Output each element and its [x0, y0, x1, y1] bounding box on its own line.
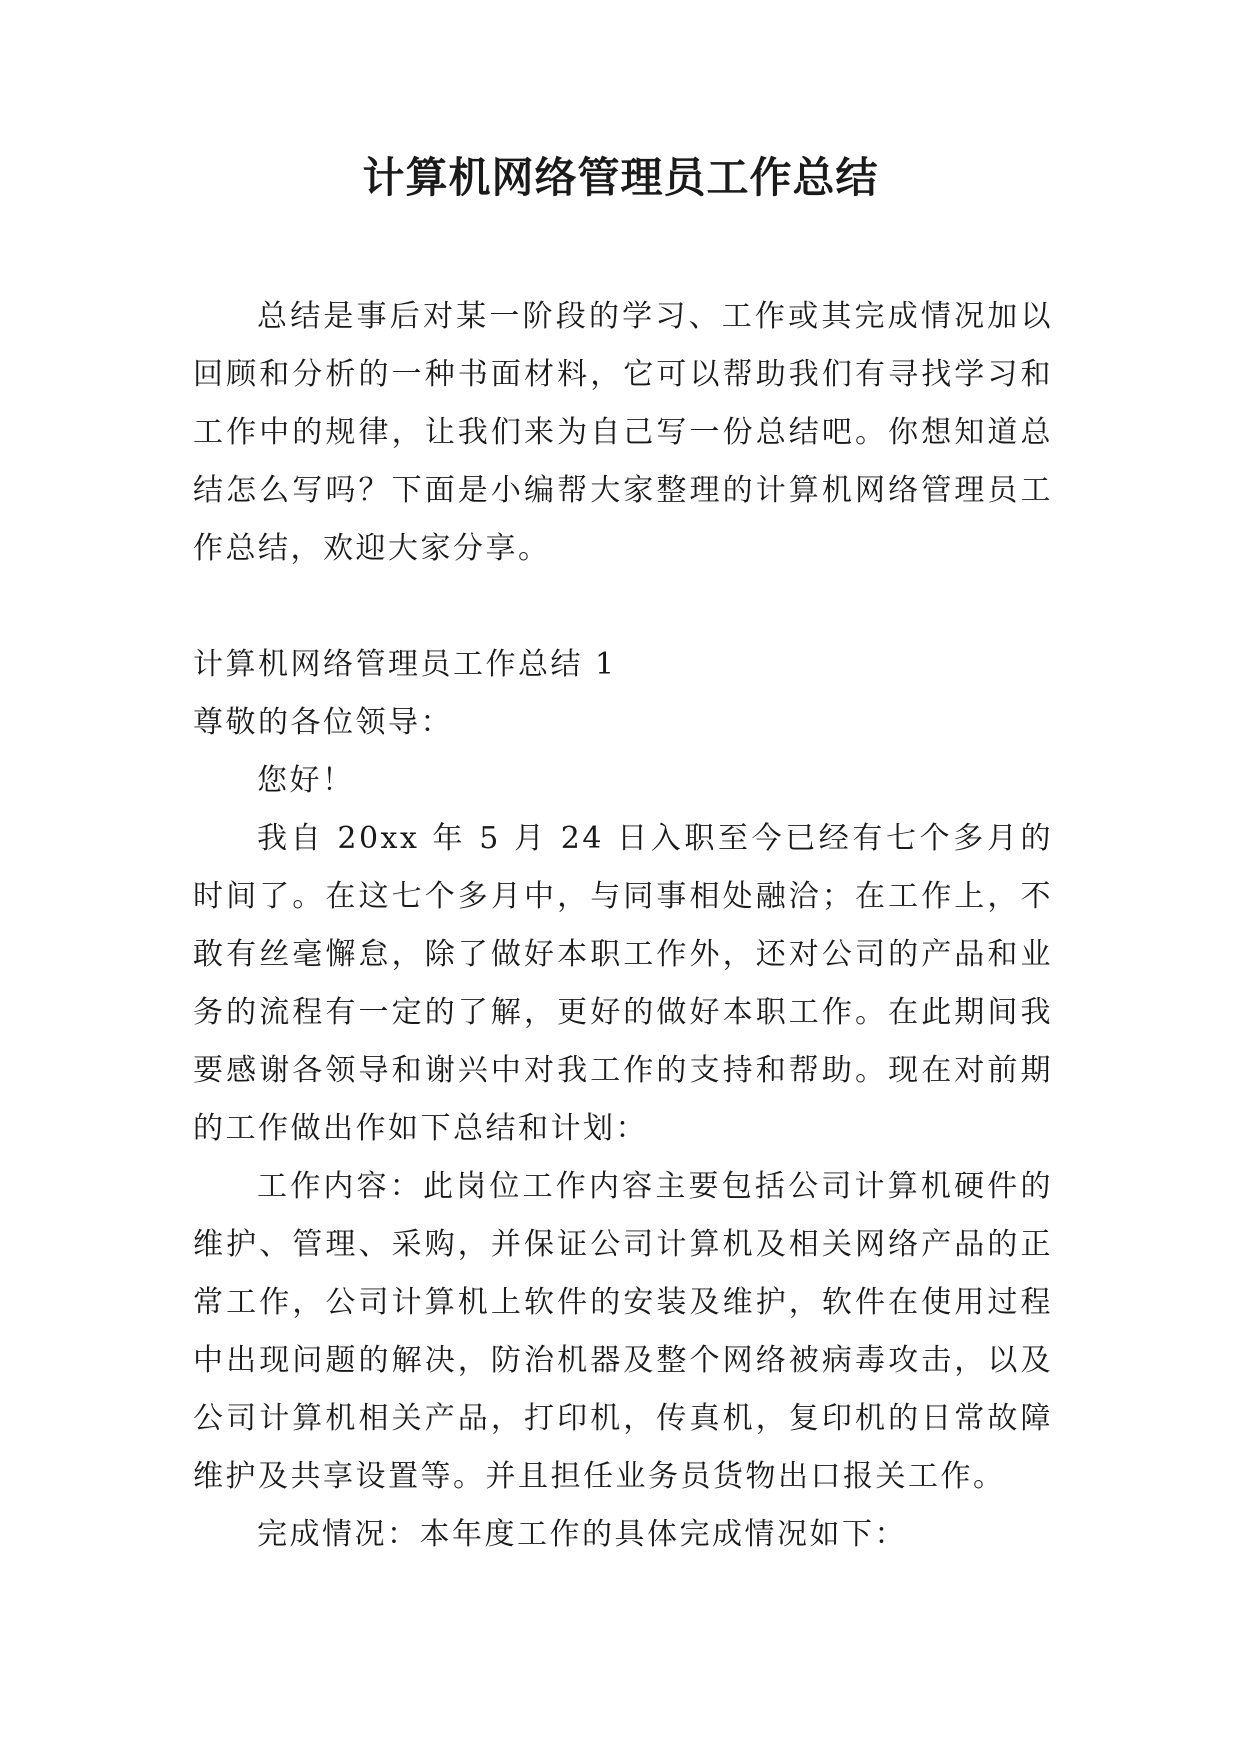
- intro-paragraph: 总结是事后对某一阶段的学习、工作或其完成情况加以回顾和分析的一种书面材料，它可以帮助我们有寻找学习和工作中的规律，让我们来为自己写一份总结吧。你想知道总结怎么写吗？下面是小编帮大家整理的计算机网络管理员工作总结，欢迎大家分享。: [193, 299, 1053, 566]
- body-paragraph-2: 工作内容：此岗位工作内容主要包括公司计算机硬件的维护、管理、采购，并保证公司计算机及相关网络产品的正常工作，公司计算机上软件的安装及维护，软件在使用过程中出现问题的解决，防治机器及整个网络被病毒攻击，以及公司计算机相关产品，打印机，传真机，复印机的日常故障维护及共享设置等。并且担任业务员货物出口报关工作。: [193, 1169, 1053, 1494]
- document-title: 计算机网络管理员工作总结: [362, 153, 879, 202]
- document-body: [193, 288, 1053, 1564]
- body-paragraph-1: 我自 20xx 年 5 月 24 日入职至今已经有七个多月的时间了。在这七个多月中，与同事相处融洽；在工作上，不敢有丝毫懈怠，除了做好本职工作外，还对公司的产品和业务的流程有一定的了解，更好的做好本职工作。在此期间我要感谢各领导和谢兴中对我工作的支持和帮助。现在对前期的工作做出作如下总结和计划：: [193, 821, 1053, 1146]
- body-paragraph-3: 完成情况：本年度工作的具体完成情况如下：: [257, 1517, 907, 1552]
- section-heading: 计算机网络管理员工作总结 1: [193, 647, 617, 682]
- greeting: 您好！: [257, 763, 355, 798]
- salutation: 尊敬的各位领导：: [193, 705, 453, 740]
- paragraph-spacer: [193, 578, 1053, 636]
